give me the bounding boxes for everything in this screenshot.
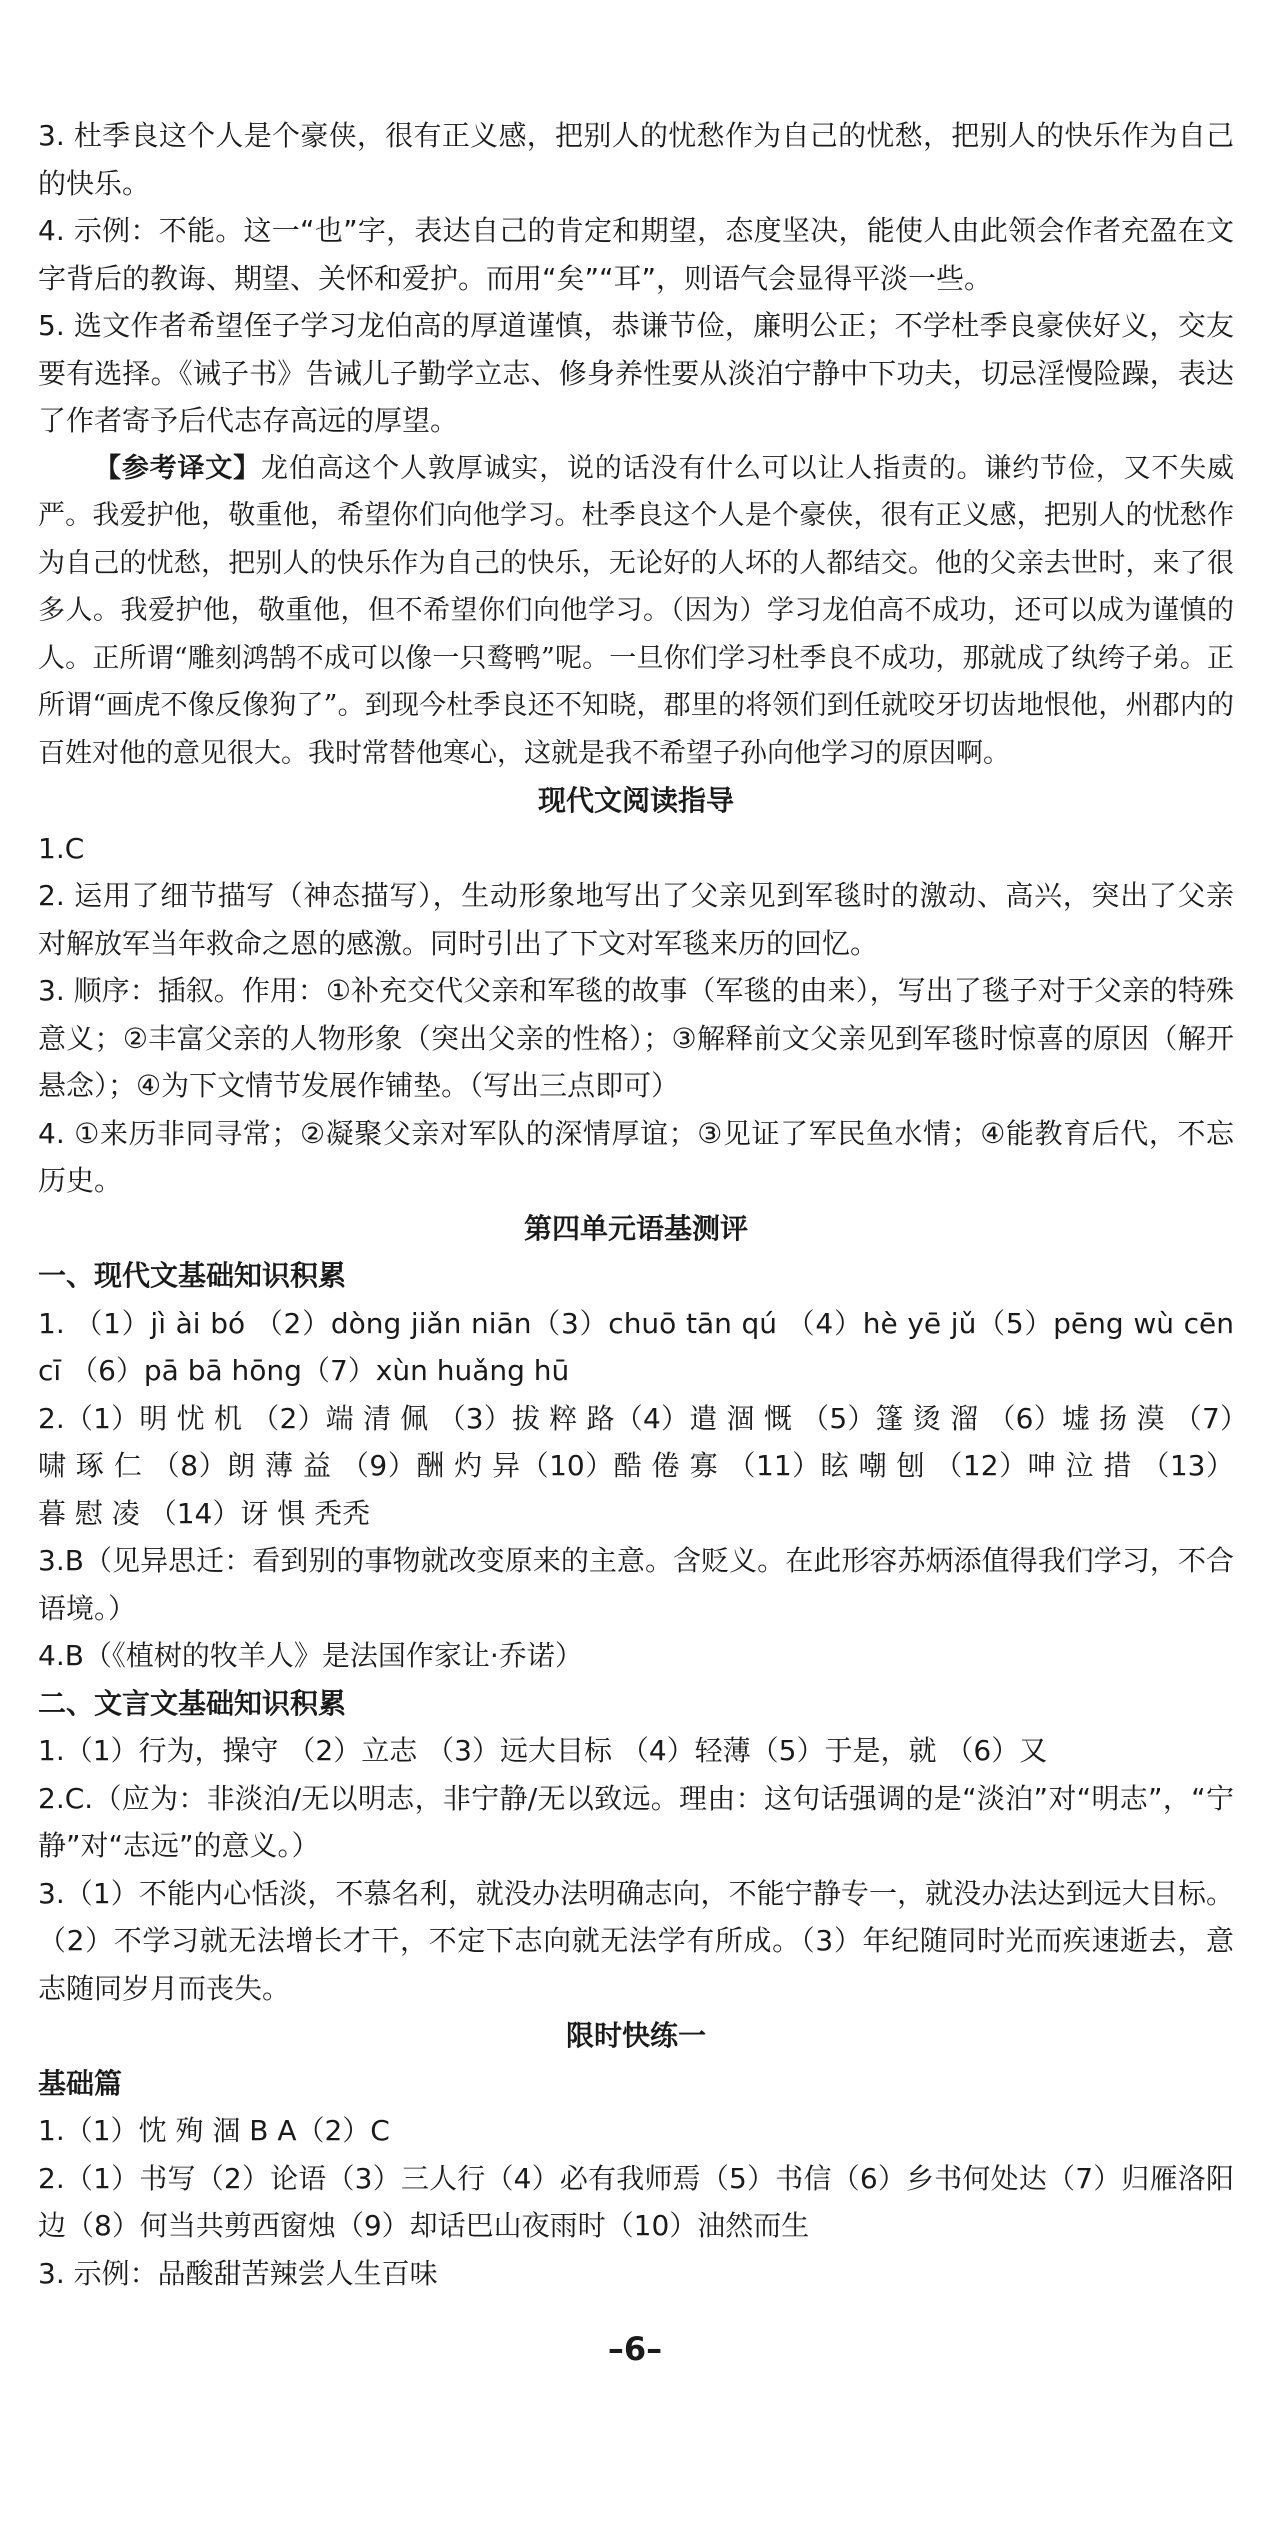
section-title-unit4: 第四单元语基测评 xyxy=(523,1211,748,1245)
section-title-modern-reading: 现代文阅读指导 xyxy=(537,784,734,817)
unit4-part2-item-1: 1.（1）行为，操守 （2）立志 （3）远大目标 （4）轻薄（5）于是，就 （6）又 xyxy=(38,1734,1048,1767)
reference-translation xyxy=(38,445,1234,778)
translation-text: 龙伯高这个人敦厚诚实，说的话没有什么可以让人指责的。谦约节俭，又不失威严。我爱护他，敬重他，希望你们向他学习。杜季良这个人是个豪侠，很有正义感，把别人的忧愁作为自己的忧愁，把别人的快乐作为自己的快乐，无论好的人坏的人都结交。他的父亲去世时，来了很多人。我爱护他，敬重他，但不希望你们向他学习。（因为）学习龙伯高不成功，还可以成为谨慎的人。正所谓“雕刻鸿鹄不成可以像一只鹜鸭”呢。一旦你们学习杜季良不成功，那就成了纨绔子弟。正所谓“画虎不像反像狗了”。到现今杜季良还不知晓，郡里的将领们到任就咬牙切齿地恨他，州郡内的百姓对他的意见很大。我时常替他寒心，这就是我不希望子孙向他学习的原因啊。 xyxy=(38,452,1235,769)
unit4-part2-item-3: 3.（1）不能内心恬淡，不慕名利，就没办法明确志向，不能宁静专一，就没办法达到远大目标。（2）不学习就无法增长才干，不定下志向就无法学有所成。（3）年纪随同时光而疾速逝去，意志随同岁月而丧失。 xyxy=(38,1876,1234,2005)
modern-answer-3: 3. 顺序：插叙。作用：①补充交代父亲和军毯的故事（军毯的由来），写出了毯子对于父亲的特殊意义；②丰富父亲的人物形象（突出父亲的性格）；③解释前文父亲见到军毯时惊喜的原因（解开悬念）；④为下文情节发展作铺垫。（写出三点即可） xyxy=(38,974,1234,1102)
modern-answer-4: 4. ①来历非同寻常；②凝聚父亲对军队的深情厚谊；③见证了军民鱼水情；④能教育后代，不忘历史。 xyxy=(38,1116,1234,1197)
modern-answer-2: 2. 运用了细节描写（神态描写），生动形象地写出了父亲见到军毯时的激动、高兴，突出了父亲对解放军当年救命之恩的感激。同时引出了下文对军毯来历的回忆。 xyxy=(38,879,1234,960)
unit4-part1-item-4: 4.B（《植树的牧羊人》是法国作家让·乔诺） xyxy=(38,1639,583,1672)
quick-item-3: 3. 示例：品酸甜苦辣尝人生百味 xyxy=(38,2256,438,2290)
answer-3: 3. 杜季良这个人是个豪侠，很有正义感，把别人的忧愁作为自己的忧愁，把别人的快乐作为自己的快乐。 xyxy=(38,119,1234,200)
answer-5: 5. 选文作者希望侄子学习龙伯高的厚道谨慎，恭谦节俭，廉明公正；不学杜季良豪侠好义，交友要有选择。《诫子书》告诫儿子勤学立志、修身养性要从淡泊宁静中下功夫，切忌淫慢险躁，表达了作者寄予后代志存高远的厚望。 xyxy=(38,309,1234,437)
page-number: –6– xyxy=(607,2330,663,2368)
page-body xyxy=(38,112,1234,2297)
quick-item-1: 1.（1）忱 殉 涸 B A（2）C xyxy=(38,2114,390,2147)
unit4-part2-heading: 二、文言文基础知识积累 xyxy=(38,1686,347,1720)
quick-item-2: 2.（1）书写（2）论语（3）三人行（4）必有我师焉（5）书信（6）乡书何处达（7）归雁洛阳边（8）何当共剪西窗烛（9）却话巴山夜雨时（10）油然而生 xyxy=(38,2161,1234,2242)
unit4-part1-item-3: 3.B（见异思迁：看到别的事物就改变原来的主意。含贬义。在此形容苏炳添值得我们学习，不合语境。） xyxy=(38,1544,1234,1625)
unit4-part1-item-1: 1. （1）jì ài bó （2）dòng jiǎn niān（3）chuō tān qú （4）hè yē jǔ（5）pēng wù cēn cī （6）pā bā hōng（7）xùn huǎng hū xyxy=(38,1306,1234,1387)
answer-4: 4. 示例：不能。这一“也”字，表达自己的肯定和期望，态度坚决，能使人由此领会作者充盈在文字背后的教诲、期望、关怀和爱护。而用“矣”“耳”，则语气会显得平淡一些。 xyxy=(38,214,1234,295)
unit4-part1-item-2: 2.（1）明 忧 机 （2）端 清 佩 （3）拔 粹 路（4）遣 涸 慨 （5）篷 烫 溜 （6）墟 扬 漠 （7）啸 琢 仁 （8）朗 薄 益 （9）酬 灼 异（10）酷 倦 寡 （11）眩 嘲 刨 （12）呻 泣 措 （13）暮 慰 凌 （14）讶 惧 秃秃 xyxy=(38,1401,1234,1530)
modern-answer-1: 1.C xyxy=(38,831,85,865)
translation-tag: 【参考译文】 xyxy=(94,452,261,484)
quick-practice-heading: 基础篇 xyxy=(38,2066,123,2100)
unit4-part1-heading: 一、现代文基础知识积累 xyxy=(38,1259,347,1292)
unit4-part2-item-2: 2.C.（应为：非淡泊/无以明志，非宁静/无以致远。理由：这句话强调的是“淡泊”对“明志”，“宁静”对“志远”的意义。） xyxy=(38,1781,1234,1862)
section-title-quick-practice: 限时快练一 xyxy=(565,2019,706,2052)
